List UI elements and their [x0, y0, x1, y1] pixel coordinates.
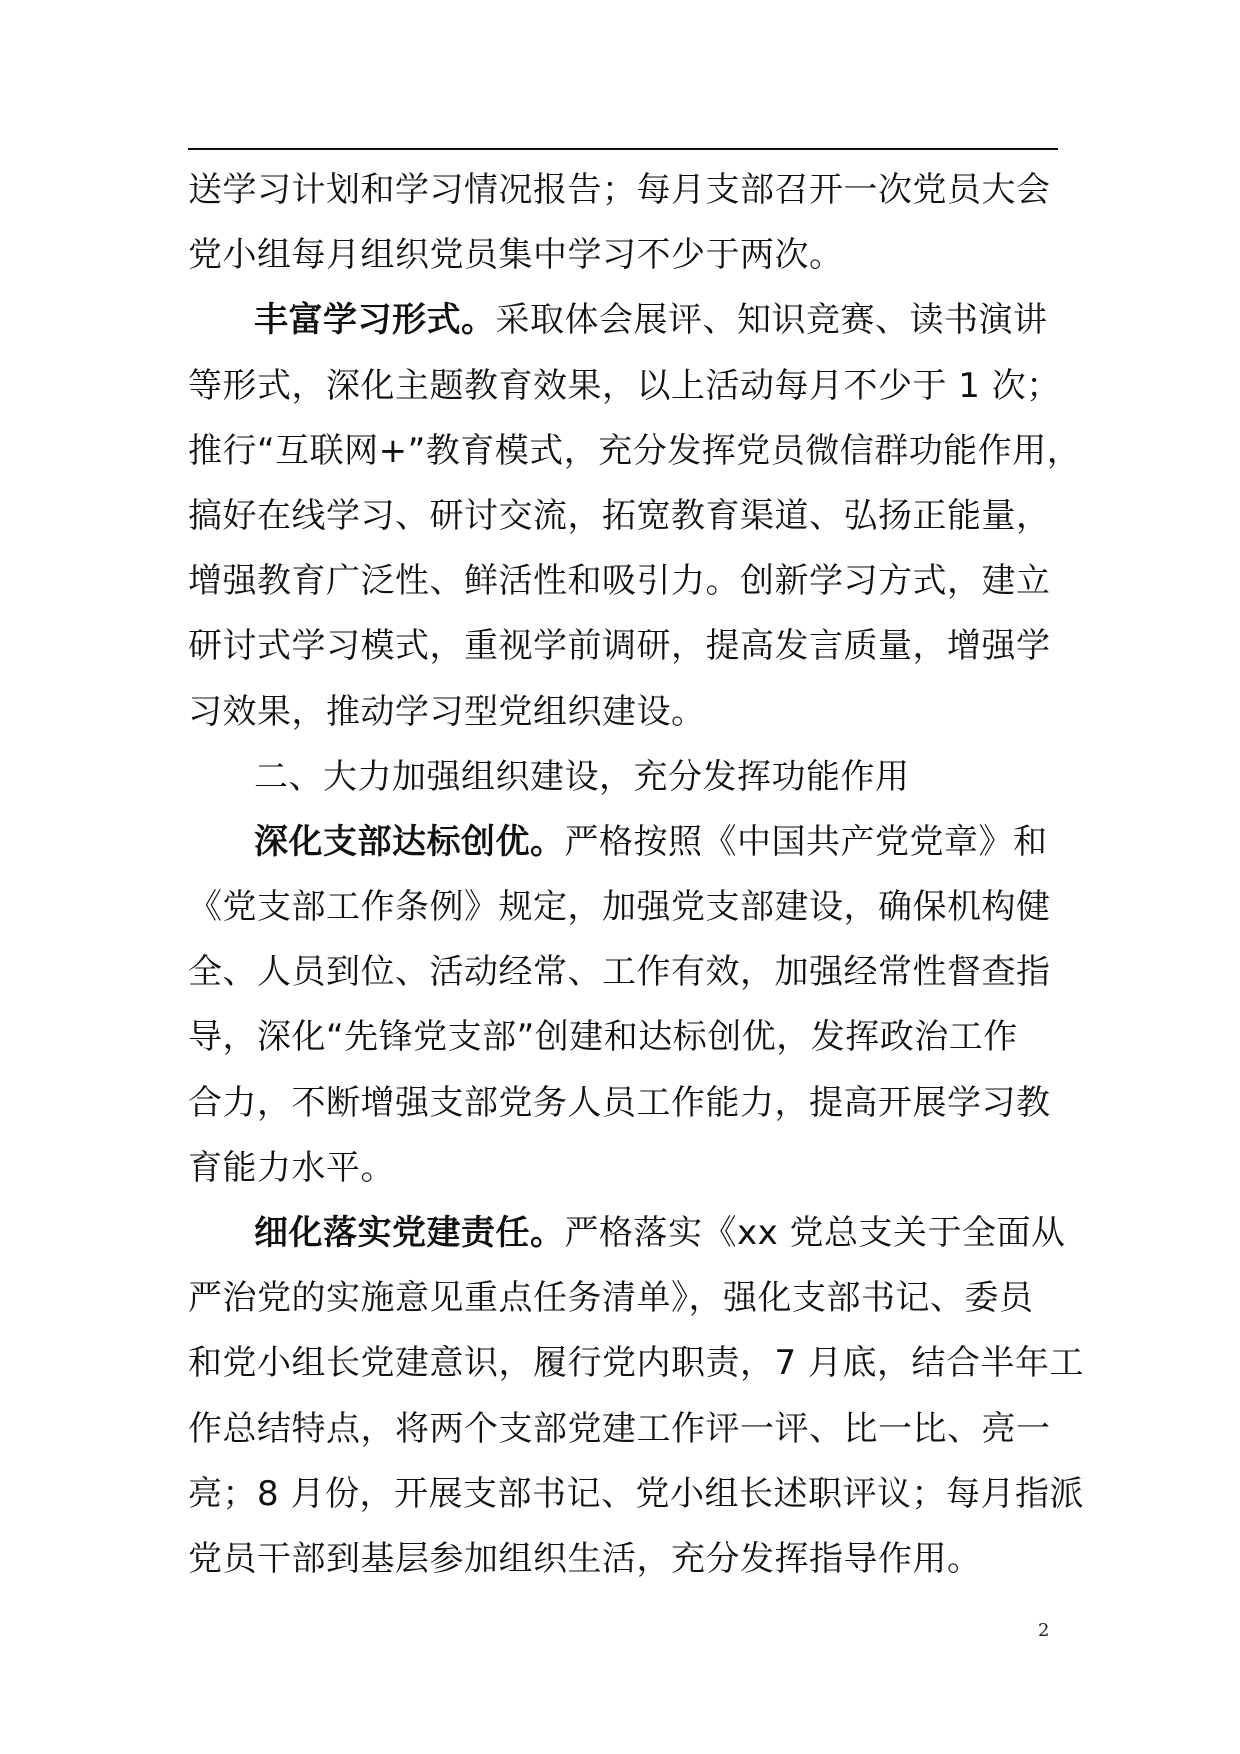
text-line: 增强教育广泛性、鲜活性和吸引力。创新学习方式，建立: [188, 561, 1051, 602]
text-line: 严治党的实施意见重点任务清单》，强化支部书记、委员: [188, 1278, 1034, 1319]
paragraph-first-line: 细化落实党建责任。严格落实《xx 党总支关于全面从: [254, 1213, 1066, 1253]
text-line: 亮；8 月份，开展支部书记、党小组长述职评议；每月指派: [188, 1473, 1084, 1514]
text-line: 作总结特点，将两个支部党建工作评一评、比一比、亮一: [188, 1408, 1051, 1449]
text-line: 送学习计划和学习情况报告；每月支部召开一次党员大会: [188, 170, 1051, 210]
header-rule: [188, 148, 1058, 150]
text-line: 党员干部到基层参加组织生活，充分发挥指导作用。: [188, 1538, 982, 1579]
text-line: 合力，不断增强支部党务人员工作能力，提高开展学习教: [188, 1082, 1051, 1123]
text-line: 育能力水平。: [188, 1147, 395, 1188]
text-line: 党小组每月组织党员集中学习不少于两次。: [188, 235, 844, 276]
text-line: 和党小组长党建意识，履行党内职责，7 月底，结合半年工: [188, 1343, 1084, 1384]
text-line: 导，深化“先锋党支部”创建和达标创优，发挥政治工作: [188, 1017, 1018, 1058]
paragraph-lead: 丰富学习形式。: [254, 300, 496, 341]
text-line: 习效果，推动学习型党组织建设。: [188, 691, 706, 732]
page-number: 2: [1038, 1620, 1050, 1641]
section-heading: 二、大力加强组织建设，充分发挥功能作用: [254, 756, 910, 797]
text-line: 等形式，深化主题教育效果，以上活动每月不少于 1 次；: [188, 365, 1061, 406]
text-line: 推行“互联网+”教育模式，充分发挥党员微信群功能作用，: [188, 430, 1082, 471]
paragraph-first-line: 深化支部达标创优。严格按照《中国共产党党章》和: [254, 821, 1048, 862]
document-body: [188, 158, 1084, 1592]
paragraph-lead: 深化支部达标创优。: [254, 821, 565, 862]
text-line: 全、人员到位、活动经常、工作有效，加强经常性督查指: [188, 952, 1051, 993]
paragraph-first-line: 丰富学习形式。采取体会展评、知识竞赛、读书演讲: [254, 300, 1048, 341]
text-line: 研讨式学习模式，重视学前调研，提高发言质量，增强学: [188, 626, 1051, 667]
paragraph-lead: 细化落实党建责任。: [254, 1213, 565, 1253]
text-line: 《党支部工作条例》规定，加强党支部建设，确保机构健: [188, 887, 1051, 928]
text-line: 搞好在线学习、研讨交流，拓宽教育渠道、弘扬正能量，: [188, 495, 1051, 536]
